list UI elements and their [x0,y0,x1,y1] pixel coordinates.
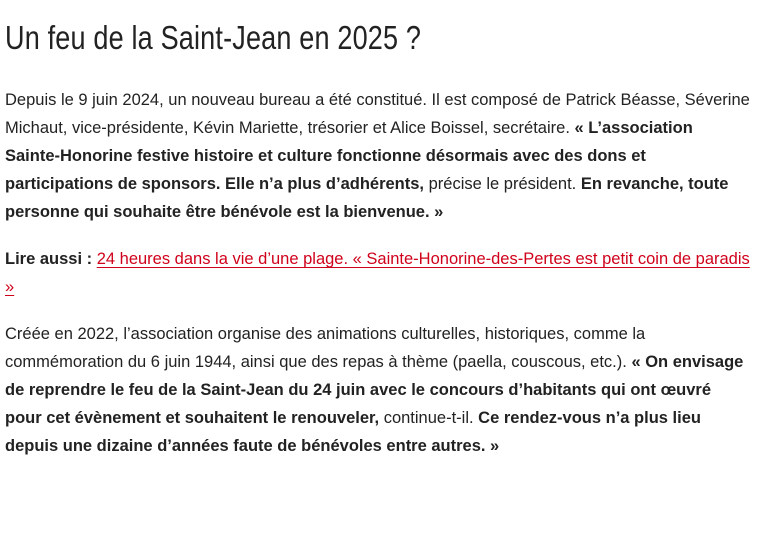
read-also [5,245,750,301]
read-also-label: Lire aussi : [5,250,97,268]
read-also-link[interactable]: 24 heures dans la vie d’une plage. « Sainte-Honorine-des-Pertes est petit coin de paradis » [5,250,750,296]
quote-bold: « L’association Sainte-Honorine festive histoire et culture fonctionne désormais avec des dons et participations de sponsors. Elle n’a plus d’adhérents, [5,119,693,193]
paragraph-text: Depuis le 9 juin 2024, un nouveau bureau a été constitué. Il est composé de Patrick Béasse, Séverine Michaut, vice-présidente, Kévin Mariette, trésorier et Alice Boissel, secrétaire. [5,91,750,137]
article-subtitle: Un feu de la Saint-Jean en 2025 ? [5,19,422,56]
article-body [5,0,750,460]
paragraph-text: Créée en 2022, l’association organise des animations culturelles, historiques, comme la commémoration du 6 juin 1944, ainsi que des repas à thème (paella, couscous, etc.). [5,325,646,371]
quote-bold: « On envisage de reprendre le feu de la Saint-Jean du 24 juin avec le concours d’habitants qui ont œuvré pour cet évènement et souhaitent le renouveler, [5,353,744,427]
quote-bold: En revanche, toute personne qui souhaite être bénévole est la bienvenue. » [5,175,729,221]
paragraph-text: continue-t-il. [379,409,479,427]
paragraph-association [5,320,750,460]
quote-bold: Ce rendez-vous n’a plus lieu depuis une dizaine d’années faute de bénévoles entre autres. » [5,409,701,455]
paragraph-text: précise le président. [424,175,581,193]
paragraph-bureau [5,86,750,226]
